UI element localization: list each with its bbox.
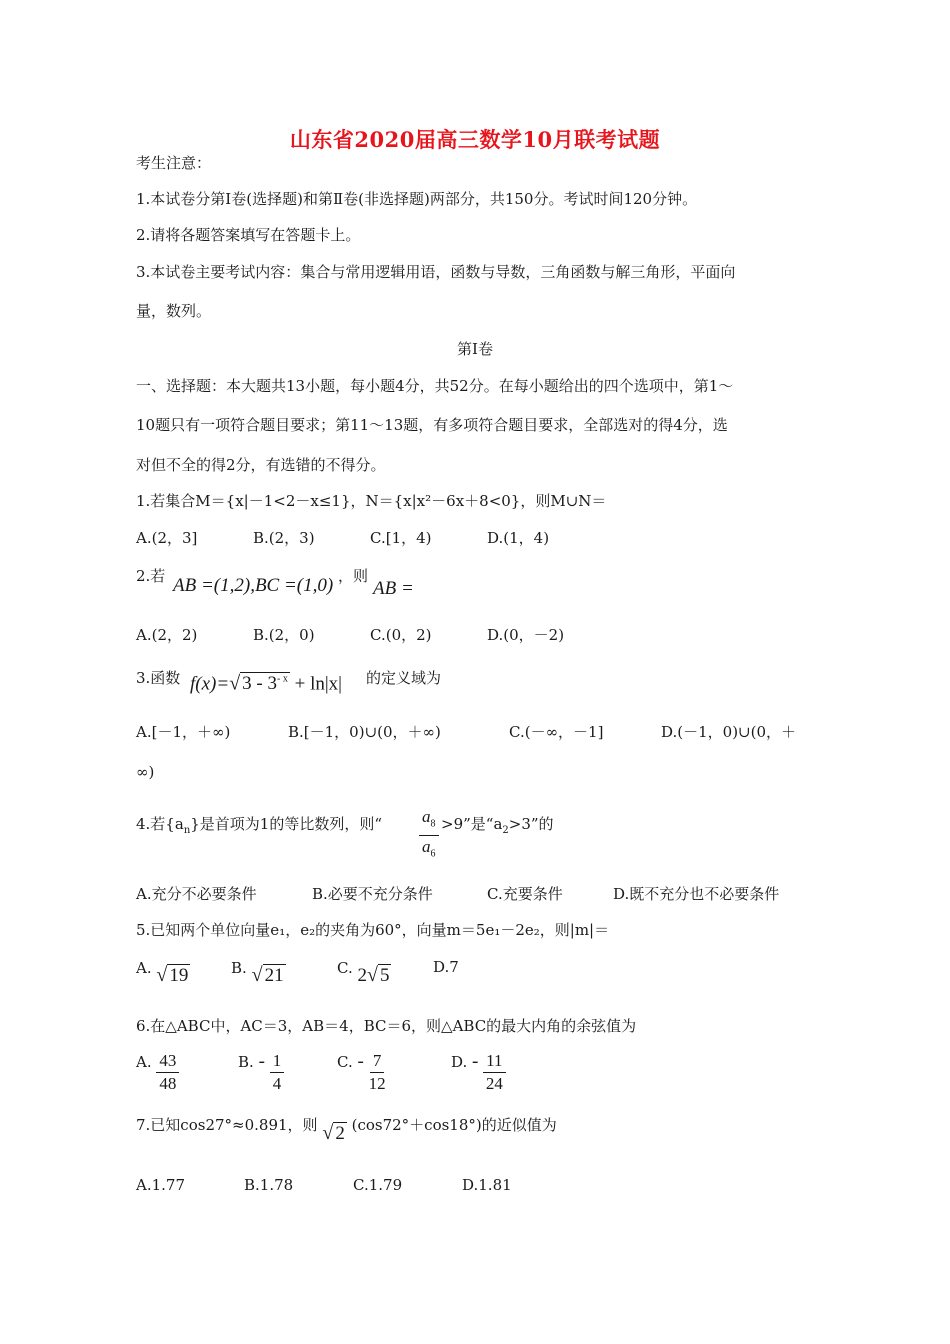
q6-option-d-label: D. bbox=[451, 1052, 468, 1071]
q3-option-d-cont: ∞) bbox=[136, 763, 155, 781]
q2-option-b: B.(2，0) bbox=[253, 626, 315, 644]
q6-option-b bbox=[238, 1050, 284, 1095]
q4-frac-num: a bbox=[422, 807, 431, 826]
q5-option-c bbox=[337, 957, 391, 986]
q7-option-d: D.1.81 bbox=[462, 1176, 512, 1194]
q2-prefix: 2.若 bbox=[136, 567, 166, 585]
q5-option-c-label: C. bbox=[337, 959, 353, 977]
q3-ln-part: + ln|x| bbox=[294, 673, 342, 695]
q3-prefix: 3.函数 bbox=[136, 669, 181, 687]
q4-frac-den: a bbox=[422, 837, 431, 857]
q5-option-a-label: A. bbox=[136, 959, 152, 977]
q5-option-a-sqrt: √ 19 bbox=[156, 964, 189, 986]
q4-option-c: C.充要条件 bbox=[487, 885, 563, 903]
q5-option-b-sqrt: √ 21 bbox=[251, 964, 284, 986]
q4-fraction bbox=[419, 806, 439, 866]
q4-tail bbox=[441, 814, 554, 841]
q5-option-b-label: B. bbox=[231, 959, 247, 977]
q6-option-d-num: 11 bbox=[483, 1050, 505, 1073]
q5-option-b-radicand: 21 bbox=[264, 965, 284, 986]
q5-option-d: D.7 bbox=[433, 958, 459, 976]
q4-suffix: >3”的 bbox=[508, 815, 554, 833]
notice-line: 3.本试卷主要考试内容：集合与常用逻辑用语，函数与导数，三角函数与解三角形，平面向 bbox=[136, 263, 736, 281]
q7-suffix: (cos72°＋cos18°)的近似值为 bbox=[351, 1116, 557, 1134]
q5-option-c-radicand: 5 bbox=[379, 965, 390, 986]
q2-middle: ，则 bbox=[338, 567, 369, 585]
q4-sub-2: 2 bbox=[502, 825, 509, 836]
q3-option-d: D.(－1，0)∪(0，＋ bbox=[661, 723, 797, 741]
q6-option-b-den: 4 bbox=[272, 1074, 282, 1093]
q7-prefix: 7.已知cos27°≈0.891，则 bbox=[136, 1116, 318, 1134]
q3-function bbox=[190, 670, 342, 694]
question-6-stem: 6.在△ABC中，AC＝3，AB＝4，BC＝6，则△ABC的最大内角的余弦值为 bbox=[136, 1017, 637, 1035]
q4-sub-n: n bbox=[183, 825, 191, 836]
instruction-line: 对但不全的得2分，有选错的不得分。 bbox=[136, 456, 386, 474]
section-title: 第Ⅰ卷 bbox=[457, 340, 493, 358]
notice-line: 1.本试卷分第Ⅰ卷(选择题)和第Ⅱ卷(非选择题)两部分，共150分。考试时间120分钟。 bbox=[136, 190, 698, 208]
q3-option-c: C.(－∞，－1] bbox=[509, 723, 604, 741]
q3-func-name: f(x)= bbox=[190, 673, 230, 695]
notice-heading: 考生注意： bbox=[136, 154, 212, 172]
q6-option-c-num: 7 bbox=[370, 1050, 385, 1073]
q3-option-b: B.[－1，0)∪(0，＋∞) bbox=[288, 723, 441, 741]
question-4-stem bbox=[136, 814, 382, 841]
q6-option-a bbox=[136, 1050, 179, 1095]
q7-option-a: A.1.77 bbox=[136, 1176, 185, 1194]
q6-option-a-num: 43 bbox=[156, 1050, 179, 1073]
q6-option-d-sign: - bbox=[472, 1050, 479, 1072]
q5-option-b bbox=[231, 957, 286, 986]
q1-option-c: C.[1，4) bbox=[370, 529, 432, 547]
instruction-line: 10题只有一项符合题目要求；第11～13题，有多项符合题目要求，全部选对的得4分，选 bbox=[136, 416, 728, 434]
q6-option-b-sign: - bbox=[258, 1050, 265, 1072]
q6-option-d bbox=[451, 1050, 506, 1095]
q6-option-c bbox=[337, 1050, 386, 1095]
q6-option-c-sign: - bbox=[357, 1050, 364, 1072]
q1-option-b: B.(2，3) bbox=[253, 529, 315, 547]
notice-line: 2.请将各题答案填写在答题卡上。 bbox=[136, 226, 361, 244]
q3-radicand: 3 - 3 bbox=[242, 673, 277, 695]
q4-prefix: 4.若{a bbox=[136, 815, 184, 833]
q7-option-b: B.1.78 bbox=[244, 1176, 294, 1194]
q6-option-c-den: 12 bbox=[368, 1074, 386, 1093]
page-title: 山东省2020届高三数学10月联考试题 bbox=[289, 127, 661, 152]
question-5-stem: 5.已知两个单位向量e₁，e₂的夹角为60°，向量m＝5e₁－2e₂，则|m|＝ bbox=[136, 921, 610, 939]
question-1-stem: 1.若集合M＝{x|－1<2－x≤1}，N＝{x|x²－6x＋8<0}，则M∪N＝ bbox=[136, 492, 607, 510]
q4-frac-num-sub: 8 bbox=[430, 818, 436, 830]
notice-line: 量，数列。 bbox=[136, 302, 212, 320]
q6-option-a-label: A. bbox=[136, 1052, 152, 1071]
q2-option-d: D.(0，－2) bbox=[487, 626, 565, 644]
question-2-stem bbox=[136, 566, 165, 586]
q4-after-frac: >9”是“a bbox=[441, 815, 503, 833]
q7-radicand: 2 bbox=[335, 1123, 345, 1144]
q2-option-a: A.(2，2) bbox=[136, 626, 198, 644]
q5-option-c-sqrt: √ 5 bbox=[367, 964, 390, 986]
question-7-stem bbox=[136, 1114, 557, 1144]
q4-middle: }是首项为1的等比数列，则“ bbox=[190, 815, 383, 833]
q3-option-a: A.[－1，＋∞) bbox=[136, 723, 231, 741]
q7-option-c: C.1.79 bbox=[353, 1176, 403, 1194]
q6-option-d-den: 24 bbox=[485, 1074, 503, 1093]
q7-sqrt: √ 2 bbox=[322, 1122, 345, 1144]
q2-vector-expression: AB =(1,2),BC =(1,0) bbox=[173, 575, 334, 596]
q6-option-c-label: C. bbox=[337, 1052, 353, 1071]
q4-option-b: B.必要不充分条件 bbox=[312, 885, 433, 903]
q6-option-b-num: 1 bbox=[270, 1050, 285, 1073]
q4-option-a: A.充分不必要条件 bbox=[136, 885, 257, 903]
q4-option-d: D.既不充分也不必要条件 bbox=[613, 885, 780, 903]
q2-target-expression: AB = bbox=[373, 578, 414, 599]
q4-frac-den-sub: 6 bbox=[430, 848, 436, 860]
q1-option-a: A.(2，3] bbox=[136, 529, 198, 547]
q5-option-a bbox=[136, 957, 190, 986]
instruction-line: 一、选择题：本大题共13小题，每小题4分，共52分。在每小题给出的四个选项中，第1～ bbox=[136, 377, 734, 395]
q1-option-d: D.(1，4) bbox=[487, 529, 550, 547]
q3-suffix: 的定义域为 bbox=[366, 669, 442, 687]
q6-option-b-label: B. bbox=[238, 1052, 254, 1071]
q5-option-c-coef: 2 bbox=[357, 965, 367, 986]
q2-option-c: C.(0，2) bbox=[370, 626, 432, 644]
q3-radicand-exp: - x bbox=[277, 674, 288, 685]
q5-option-a-radicand: 19 bbox=[169, 965, 189, 986]
q3-sqrt: √ $3 - 3^{- x}$ bbox=[229, 672, 288, 695]
q6-option-a-den: 48 bbox=[159, 1074, 177, 1093]
